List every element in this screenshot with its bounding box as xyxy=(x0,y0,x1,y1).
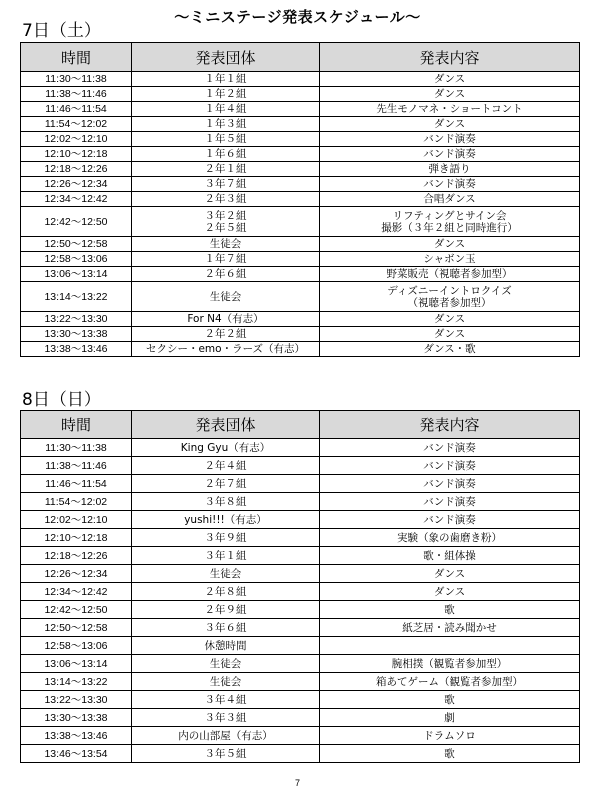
group-cell-line: ２年２組 xyxy=(204,328,247,340)
content-cell xyxy=(320,583,580,601)
group-cell xyxy=(132,177,320,192)
time-cell-line: 12:10〜12:18 xyxy=(44,531,108,544)
time-cell-line: 13:14〜13:22 xyxy=(44,675,108,688)
time-cell xyxy=(21,72,132,87)
group-cell xyxy=(132,87,320,102)
content-cell xyxy=(320,342,580,357)
content-cell-line: バンド演奏 xyxy=(423,441,476,454)
group-cell-line: １年３組 xyxy=(204,118,247,130)
group-cell-line: 生徒会 xyxy=(209,675,242,688)
time-cell-line: 11:54〜12:02 xyxy=(44,495,108,508)
group-cell xyxy=(132,72,320,87)
table-row xyxy=(21,745,580,763)
time-cell-line: 12:26〜12:34 xyxy=(44,567,108,580)
content-cell-line: 歌 xyxy=(444,603,455,616)
group-cell-line: ３年１組 xyxy=(204,549,247,562)
content-cell-line: ダンス xyxy=(433,328,466,340)
table-row xyxy=(21,727,580,745)
table-row xyxy=(21,637,580,655)
time-cell xyxy=(21,547,132,565)
group-cell xyxy=(132,102,320,117)
table-row xyxy=(21,282,580,312)
page-title: 〜ミニステージ発表スケジュール〜 xyxy=(174,8,421,26)
content-cell-line: 劇 xyxy=(444,711,455,724)
group-cell xyxy=(132,207,320,237)
group-cell-line: ２年３組 xyxy=(204,193,247,205)
content-cell xyxy=(320,177,580,192)
group-cell-line: ２年５組 xyxy=(204,221,247,234)
content-cell xyxy=(320,637,580,655)
time-cell-line: 13:22〜13:30 xyxy=(44,313,108,325)
group-cell-line: ２年４組 xyxy=(204,459,247,472)
time-cell-line: 12:18〜12:26 xyxy=(44,163,108,175)
content-cell-line: ダンス xyxy=(433,73,466,85)
table-row xyxy=(21,619,580,637)
time-cell xyxy=(21,282,132,312)
time-cell xyxy=(21,691,132,709)
time-cell-line: 11:54〜12:02 xyxy=(44,118,108,130)
table-row xyxy=(21,529,580,547)
table-row xyxy=(21,252,580,267)
time-cell-line: 11:46〜11:54 xyxy=(45,103,107,115)
group-cell xyxy=(132,282,320,312)
table-row xyxy=(21,493,580,511)
group-cell xyxy=(132,162,320,177)
content-cell xyxy=(320,192,580,207)
content-cell-line: 先生モノマネ・ショートコント xyxy=(376,103,523,115)
group-cell xyxy=(132,583,320,601)
content-cell-line: ダンス xyxy=(433,88,466,100)
content-cell-line: ダンス xyxy=(433,238,466,250)
header-group: 発表団体 xyxy=(132,43,320,72)
day1-heading: 7日（土） xyxy=(22,21,101,41)
time-cell-line: 11:38〜11:46 xyxy=(45,88,107,100)
group-cell-line: King Gyu（有志） xyxy=(180,441,271,454)
group-cell xyxy=(132,637,320,655)
table-row xyxy=(21,583,580,601)
time-cell xyxy=(21,87,132,102)
time-cell-line: 12:02〜12:10 xyxy=(44,133,108,145)
group-cell xyxy=(132,267,320,282)
group-cell-line: For N4（有志） xyxy=(187,313,264,325)
group-cell xyxy=(132,237,320,252)
time-cell xyxy=(21,709,132,727)
table-row xyxy=(21,207,580,237)
table-row xyxy=(21,312,580,327)
time-cell-line: 12:58〜13:06 xyxy=(44,253,108,265)
content-cell-line: ダンス xyxy=(433,585,466,598)
content-cell xyxy=(320,237,580,252)
table-row xyxy=(21,547,580,565)
group-cell-line: ２年８組 xyxy=(204,585,247,598)
content-cell xyxy=(320,87,580,102)
group-cell-line: １年１組 xyxy=(204,73,247,85)
group-cell xyxy=(132,439,320,457)
time-cell-line: 13:06〜13:14 xyxy=(44,657,108,670)
table-row xyxy=(21,565,580,583)
table-row xyxy=(21,147,580,162)
header-content: 発表内容 xyxy=(320,43,580,72)
time-cell xyxy=(21,162,132,177)
group-cell-line: 生徒会 xyxy=(209,567,242,580)
time-cell xyxy=(21,745,132,763)
group-cell-line: 生徒会 xyxy=(209,290,242,303)
table-row xyxy=(21,691,580,709)
content-cell-line: バンド演奏 xyxy=(423,513,476,526)
table-row xyxy=(21,475,580,493)
time-cell-line: 13:30〜13:38 xyxy=(44,328,108,340)
group-cell xyxy=(132,619,320,637)
time-cell-line: 12:50〜12:58 xyxy=(44,621,108,634)
group-cell xyxy=(132,709,320,727)
time-cell-line: 12:02〜12:10 xyxy=(44,513,108,526)
content-cell-line: 歌 xyxy=(444,693,455,706)
group-cell xyxy=(132,601,320,619)
time-cell xyxy=(21,117,132,132)
table-row xyxy=(21,601,580,619)
content-cell-line: 野菜販売（視聴者参加型） xyxy=(386,268,513,280)
content-cell-line: ディズニーイントロクイズ xyxy=(387,284,512,297)
time-cell xyxy=(21,529,132,547)
group-cell-line: ３年６組 xyxy=(204,621,247,634)
group-cell xyxy=(132,745,320,763)
time-cell xyxy=(21,252,132,267)
time-cell-line: 13:06〜13:14 xyxy=(44,268,108,280)
group-cell xyxy=(132,727,320,745)
time-cell xyxy=(21,327,132,342)
time-cell xyxy=(21,475,132,493)
time-cell-line: 13:38〜13:46 xyxy=(44,729,108,742)
group-cell-line: １年４組 xyxy=(204,103,247,115)
table-row xyxy=(21,709,580,727)
group-cell xyxy=(132,312,320,327)
table-header-row xyxy=(21,43,580,72)
content-cell xyxy=(320,102,580,117)
time-cell xyxy=(21,655,132,673)
content-cell-line: ダンス xyxy=(433,313,466,325)
content-cell xyxy=(320,691,580,709)
time-cell-line: 12:26〜12:34 xyxy=(44,178,108,190)
content-cell-line: 実験（象の歯磨き粉） xyxy=(397,531,502,544)
time-cell xyxy=(21,637,132,655)
time-cell xyxy=(21,511,132,529)
time-cell xyxy=(21,342,132,357)
group-cell xyxy=(132,475,320,493)
group-cell xyxy=(132,673,320,691)
table-row xyxy=(21,162,580,177)
content-cell-line: バンド演奏 xyxy=(423,477,476,490)
content-cell-line: 歌・組体操 xyxy=(423,549,476,562)
content-cell-line: 箱あてゲーム（観覧者参加型） xyxy=(376,675,523,688)
time-cell-line: 11:46〜11:54 xyxy=(45,477,107,490)
time-cell xyxy=(21,439,132,457)
content-cell xyxy=(320,267,580,282)
group-cell-line: ２年６組 xyxy=(204,268,247,280)
content-cell-line: ドラムソロ xyxy=(423,729,476,742)
content-cell xyxy=(320,745,580,763)
group-cell-line: 内の山部屋（有志） xyxy=(178,729,273,742)
content-cell-line: バンド演奏 xyxy=(423,148,476,160)
time-cell-line: 13:30〜13:38 xyxy=(44,711,108,724)
table-row xyxy=(21,237,580,252)
content-cell xyxy=(320,207,580,237)
content-cell xyxy=(320,147,580,162)
time-cell-line: 12:42〜12:50 xyxy=(44,215,108,228)
header-group: 発表団体 xyxy=(132,411,320,439)
content-cell xyxy=(320,529,580,547)
group-cell-line: １年７組 xyxy=(204,253,247,265)
content-cell-line: リフティングとサイン会 xyxy=(392,209,507,222)
time-cell-line: 11:30〜11:38 xyxy=(45,73,107,85)
content-cell xyxy=(320,72,580,87)
content-cell xyxy=(320,475,580,493)
table-row xyxy=(21,439,580,457)
table-row xyxy=(21,72,580,87)
group-cell xyxy=(132,192,320,207)
time-cell xyxy=(21,583,132,601)
content-cell xyxy=(320,117,580,132)
time-cell-line: 13:14〜13:22 xyxy=(44,290,108,303)
group-cell xyxy=(132,252,320,267)
time-cell-line: 12:18〜12:26 xyxy=(44,549,108,562)
content-cell-line: 歌 xyxy=(444,747,455,760)
time-cell xyxy=(21,192,132,207)
group-cell xyxy=(132,547,320,565)
content-cell-line: ダンス・歌 xyxy=(423,343,476,355)
group-cell xyxy=(132,565,320,583)
content-cell xyxy=(320,727,580,745)
content-cell-line: （視聴者参加型） xyxy=(407,296,492,309)
content-cell xyxy=(320,565,580,583)
time-cell xyxy=(21,102,132,117)
time-cell-line: 12:50〜12:58 xyxy=(44,238,108,250)
day2-heading: 8日（日） xyxy=(22,390,101,410)
content-cell-line: バンド演奏 xyxy=(423,178,476,190)
content-cell-line: ダンス xyxy=(433,118,466,130)
table-row xyxy=(21,673,580,691)
group-cell-line: １年６組 xyxy=(204,148,247,160)
time-cell xyxy=(21,601,132,619)
group-cell xyxy=(132,529,320,547)
content-cell-line: 弾き語り xyxy=(428,163,471,175)
day1-schedule-table xyxy=(20,42,580,357)
content-cell xyxy=(320,619,580,637)
time-cell-line: 11:38〜11:46 xyxy=(45,459,107,472)
time-cell xyxy=(21,312,132,327)
page-number: 7 xyxy=(294,778,300,788)
content-cell xyxy=(320,511,580,529)
group-cell-line: ３年８組 xyxy=(204,495,247,508)
content-cell-line: シャボン玉 xyxy=(423,253,476,265)
content-cell-line: 合唱ダンス xyxy=(423,193,476,205)
content-cell-line: ダンス xyxy=(433,567,466,580)
day2-schedule-table xyxy=(20,410,580,763)
table-row xyxy=(21,177,580,192)
content-cell xyxy=(320,673,580,691)
time-cell xyxy=(21,237,132,252)
content-cell xyxy=(320,327,580,342)
time-cell xyxy=(21,727,132,745)
content-cell-line: 紙芝居・読み聞かせ xyxy=(402,621,497,634)
content-cell xyxy=(320,493,580,511)
time-cell xyxy=(21,207,132,237)
group-cell-line: ３年５組 xyxy=(204,747,247,760)
content-cell xyxy=(320,601,580,619)
table-row xyxy=(21,192,580,207)
group-cell xyxy=(132,691,320,709)
table-row xyxy=(21,327,580,342)
time-cell-line: 12:34〜12:42 xyxy=(44,585,108,598)
content-cell-line: バンド演奏 xyxy=(423,133,476,145)
header-time: 時間 xyxy=(21,43,132,72)
group-cell xyxy=(132,132,320,147)
content-cell-line: バンド演奏 xyxy=(423,459,476,472)
table-row xyxy=(21,102,580,117)
content-cell xyxy=(320,655,580,673)
group-cell-line: ３年３組 xyxy=(204,711,247,724)
group-cell-line: ３年２組 xyxy=(204,209,247,222)
group-cell xyxy=(132,511,320,529)
time-cell xyxy=(21,147,132,162)
group-cell xyxy=(132,117,320,132)
content-cell xyxy=(320,457,580,475)
content-cell xyxy=(320,282,580,312)
group-cell xyxy=(132,457,320,475)
time-cell-line: 12:34〜12:42 xyxy=(44,193,108,205)
time-cell xyxy=(21,619,132,637)
group-cell xyxy=(132,342,320,357)
group-cell-line: 生徒会 xyxy=(209,238,242,250)
group-cell-line: ３年７組 xyxy=(204,178,247,190)
group-cell-line: 生徒会 xyxy=(209,657,242,670)
content-cell xyxy=(320,252,580,267)
time-cell-line: 12:10〜12:18 xyxy=(44,148,108,160)
group-cell-line: ２年７組 xyxy=(204,477,247,490)
group-cell xyxy=(132,493,320,511)
table-row xyxy=(21,655,580,673)
table-row xyxy=(21,132,580,147)
table-row xyxy=(21,342,580,357)
content-cell xyxy=(320,439,580,457)
group-cell xyxy=(132,147,320,162)
table-row xyxy=(21,457,580,475)
group-cell-line: yushi!!!（有志） xyxy=(184,513,267,526)
content-cell xyxy=(320,709,580,727)
time-cell xyxy=(21,493,132,511)
content-cell xyxy=(320,132,580,147)
group-cell xyxy=(132,327,320,342)
time-cell-line: 13:22〜13:30 xyxy=(44,693,108,706)
time-cell-line: 12:42〜12:50 xyxy=(44,603,108,616)
time-cell xyxy=(21,673,132,691)
group-cell-line: ２年１組 xyxy=(204,163,247,175)
content-cell xyxy=(320,312,580,327)
time-cell xyxy=(21,267,132,282)
group-cell-line: １年２組 xyxy=(204,88,247,100)
time-cell-line: 11:30〜11:38 xyxy=(45,441,107,454)
table-header-row xyxy=(21,411,580,439)
group-cell-line: ２年９組 xyxy=(204,603,247,616)
group-cell-line: ３年４組 xyxy=(204,693,247,706)
group-cell-line: 休憩時間 xyxy=(204,639,247,652)
content-cell xyxy=(320,162,580,177)
table-row xyxy=(21,267,580,282)
content-cell-line: バンド演奏 xyxy=(423,495,476,508)
header-content: 発表内容 xyxy=(320,411,580,439)
group-cell-line: ３年９組 xyxy=(204,531,247,544)
group-cell-line: セクシー・emo・ラーズ（有志） xyxy=(145,343,306,355)
time-cell xyxy=(21,565,132,583)
content-cell xyxy=(320,547,580,565)
header-time: 時間 xyxy=(21,411,132,439)
time-cell-line: 13:38〜13:46 xyxy=(44,343,108,355)
time-cell xyxy=(21,457,132,475)
table-row xyxy=(21,511,580,529)
group-cell xyxy=(132,655,320,673)
table-row xyxy=(21,87,580,102)
group-cell-line: １年５組 xyxy=(204,133,247,145)
time-cell xyxy=(21,177,132,192)
time-cell-line: 13:46〜13:54 xyxy=(44,747,108,760)
time-cell-line: 12:58〜13:06 xyxy=(44,639,108,652)
content-cell-line: 撮影（３年２組と同時進行） xyxy=(381,221,518,234)
content-cell-line: 腕相撲（観覧者参加型） xyxy=(391,657,508,670)
time-cell xyxy=(21,132,132,147)
table-row xyxy=(21,117,580,132)
